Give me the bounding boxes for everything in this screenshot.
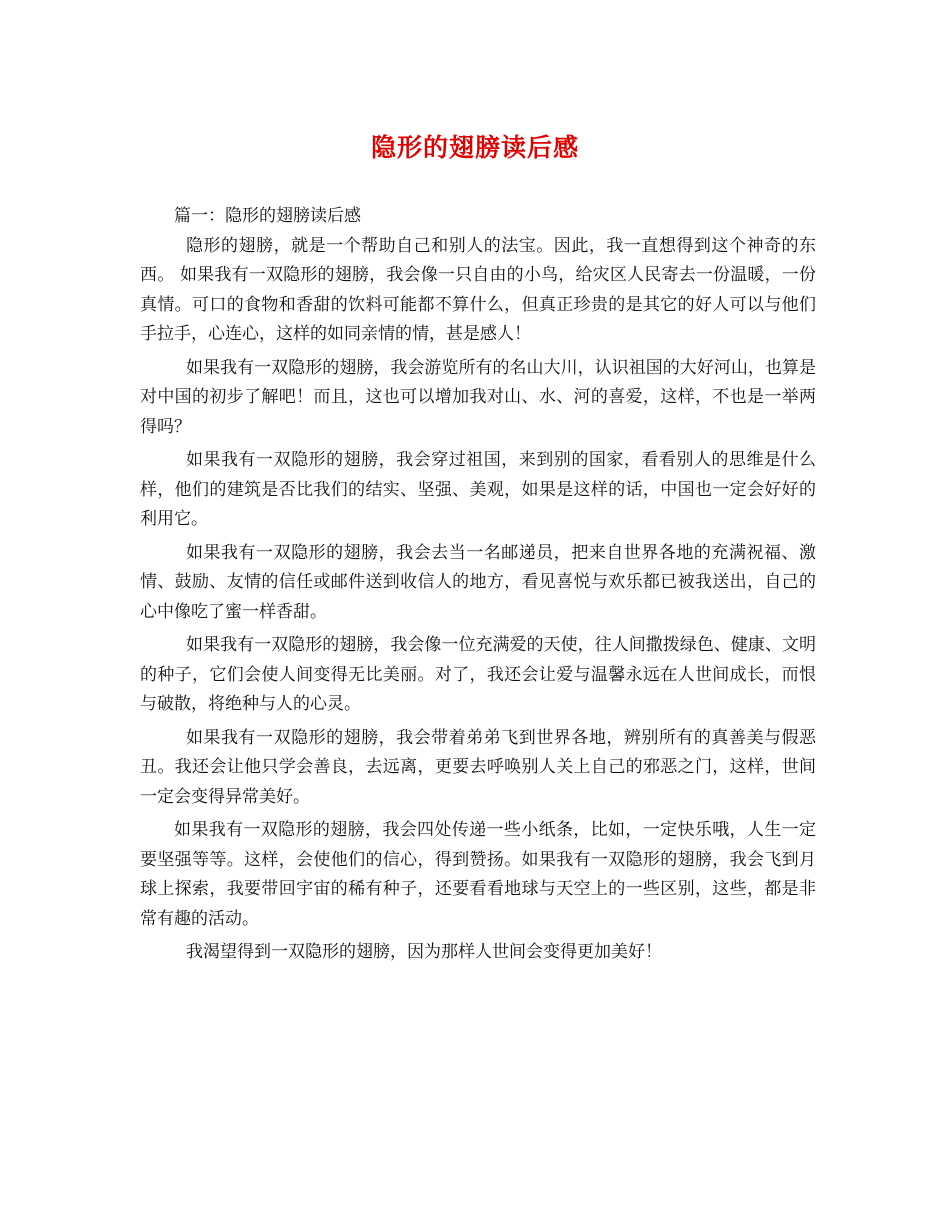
paragraph-2: 如果我有一双隐形的翅膀，我会游览所有的名山大川，认识祖国的大好河山，也算是对中国的初步了解吧！而且，这也可以增加我对山、水、河的喜爱，这样，不也是一举两得吗？ (140, 357, 816, 437)
document-body (140, 202, 816, 972)
paragraph-7: 如果我有一双隐形的翅膀，我会四处传递一些小纸条，比如，一定快乐哦，人生一定要坚强等等。这样，会使他们的信心，得到赞扬。如果我有一双隐形的翅膀，我会飞到月球上探索，我要带回宇宙的稀有种子，还要看看地球与天空上的一些区别，这些，都是非常有趣的活动。 (140, 820, 816, 929)
document-title: 隐形的翅膀读后感 (370, 133, 579, 162)
paragraph-8: 我渴望得到一双隐形的翅膀，因为那样人世间会变得更加美好！ (186, 942, 662, 962)
section-heading: 篇一：隐形的翅膀读后感 (174, 206, 361, 226)
paragraph-3: 如果我有一双隐形的翅膀，我会穿过祖国，来到别的国家，看看别人的思维是什么样，他们的建筑是否比我们的结实、坚强、美观，如果是这样的话，中国也一定会好好的利用它。 (140, 450, 816, 529)
paragraph-4: 如果我有一双隐形的翅膀，我会去当一名邮递员，把来自世界各地的充满祝福、激情、鼓励、友情的信任或邮件送到收信人的地方，看见喜悦与欢乐都已被我送出，自己的心中像吃了蜜一样香甜。 (140, 542, 816, 622)
paragraph-6: 如果我有一双隐形的翅膀，我会带着弟弟飞到世界各地，辨别所有的真善美与假恶丑。我还会让他只学会善良，去远离，更要去呼唤别人关上自己的邪恶之门，这样，世间一定会变得异常美好。 (140, 727, 816, 807)
paragraph-1: 隐形的翅膀，就是一个帮助自己和别人的法宝。因此，我一直想得到这个神奇的东西。 如果我有一双隐形的翅膀，我会像一只自由的小鸟，给灾区人民寄去一份温暖，一份真情。可口的食物和香甜的饮料可能都不算什么，但真正珍贵的是其它的好人可以与他们手拉手，心连心，这样的如同亲情的情，甚是感人！ (140, 235, 816, 344)
paragraph-5: 如果我有一双隐形的翅膀，我会像一位充满爱的天使，往人间撒拨绿色、健康、文明的种子，它们会使人间变得无比美丽。对了，我还会让爱与温馨永远在人世间成长，而恨与破散，将绝种与人的心灵。 (140, 635, 816, 714)
